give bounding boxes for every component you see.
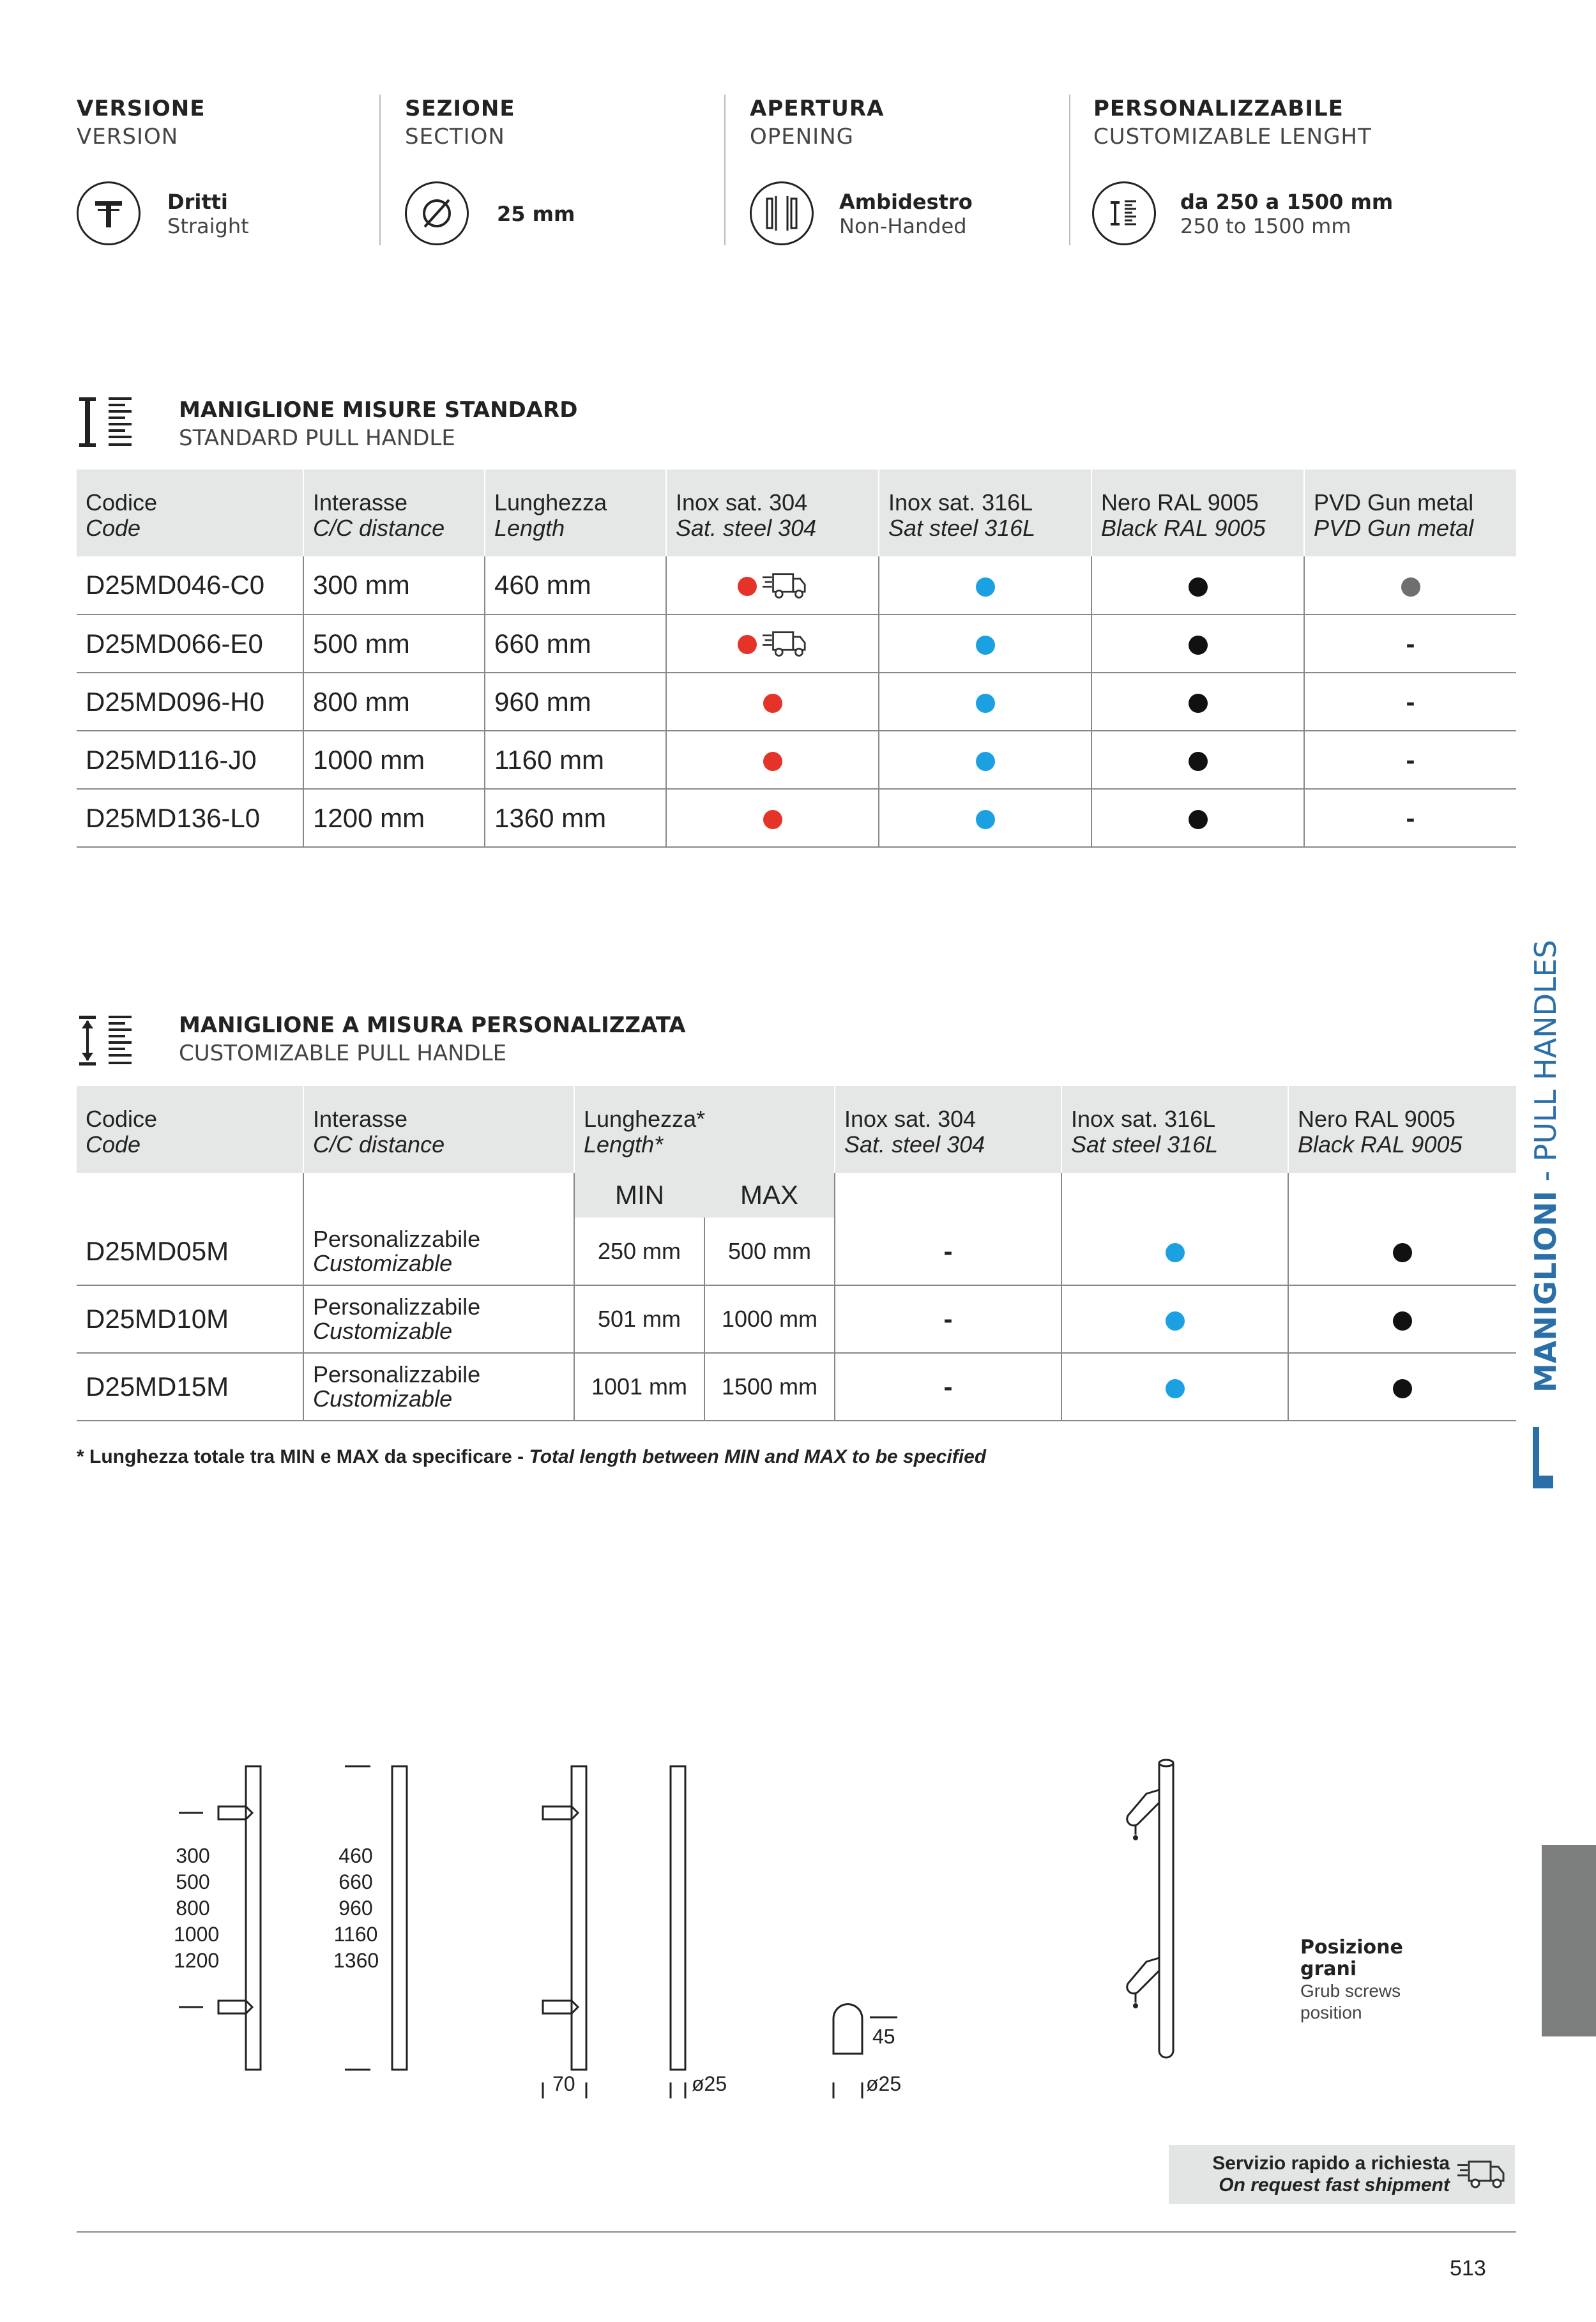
table-row [77,789,1516,847]
steel-316-available-dot [976,636,995,655]
cc-distance: 1200 mm [303,789,485,847]
chapter-tab [1542,1845,1596,2036]
opening-subtitle: OPENING [750,124,854,149]
col-steel-316: Inox sat. 316L Sat steel 316L [1061,1086,1288,1173]
opening-value: Ambidestro [839,190,973,214]
steel-316-cell [879,731,1091,789]
black-available-dot [1189,636,1208,655]
col-black: Nero RAL 9005 Black RAL 9005 [1288,1086,1516,1173]
black-cell [1091,731,1304,789]
steel-316-cell [879,615,1091,673]
custom-block [1093,96,1372,149]
custom-value-en: 250 to 1500 mm [1180,214,1351,238]
black-cell [1288,1353,1516,1421]
cc-it: Personalizzabile [313,1225,481,1252]
black-cell [1091,673,1304,731]
steel-316-available-dot [1166,1243,1185,1262]
cc-distance: 500 mm [303,615,485,673]
pvd-available-dot [1401,577,1420,597]
section-block [405,96,515,149]
steel-304-na: - [835,1218,1061,1285]
standard-subtitle: STANDARD PULL HANDLE [179,425,455,451]
min-length: 501 mm [574,1285,704,1353]
black-available-dot [1393,1379,1412,1398]
custom-value: da 250 a 1500 mm [1180,190,1394,214]
min-length: 1001 mm [574,1353,704,1421]
steel-316-available-dot [976,752,995,771]
cc-distance: 300 mm [303,556,485,615]
cc-distance: 1000 mm [303,731,485,789]
max-length: 1500 mm [704,1353,835,1421]
product-code: D25MD136-L0 [77,789,303,847]
black-available-dot [1189,752,1208,771]
black-cell [1091,615,1304,673]
technical-drawings [160,1750,1245,2108]
table-row [77,673,1516,731]
version-title: VERSIONE [77,96,206,121]
dim-diameter-25-top: ø25 [866,2072,902,2095]
fast-shipment-truck-icon [757,569,808,599]
product-code: D25MD15M [77,1353,303,1421]
cc-distance [303,1218,574,1285]
straight-icon [77,181,141,245]
col-steel-304: Inox sat. 304 Sat. steel 304 [835,1086,1061,1173]
divider [379,95,381,245]
fast-shipment-en: On request fast shipment [1219,2174,1450,2196]
min-label: MIN [574,1173,704,1218]
length-value: 1160 mm [485,731,666,789]
pvd-na: - [1304,731,1516,789]
pvd-cell [1304,556,1516,615]
table-row [77,731,1516,789]
section-subtitle: SECTION [405,124,505,149]
black-available-dot [1393,1311,1412,1331]
version-subtitle: VERSION [77,124,179,149]
steel-316-available-dot [976,810,995,829]
col-black: Nero RAL 9005 Black RAL 9005 [1091,470,1304,556]
steel-316-cell [1061,1218,1288,1285]
length-value: 960 mm [485,673,666,731]
non-handed-icon [750,181,814,245]
section-value: 25 mm [497,202,575,226]
custom-subtitle: CUSTOMIZABLE LENGHT [1093,124,1372,149]
min-length: 250 mm [574,1218,704,1285]
version-value-en: Straight [167,214,249,238]
table-row [77,1218,1516,1285]
pvd-na: - [1304,789,1516,847]
custom-section-title [179,1012,686,1066]
col-length: Lunghezza Length [485,470,666,556]
dim-70: 70 [552,2072,575,2095]
custom-table [77,1086,1516,1421]
col-cc: Interasse C/C distance [303,1086,574,1173]
diameter-icon [405,181,469,245]
fast-shipment-it: Servizio rapido a richiesta [1212,2153,1450,2174]
black-cell [1288,1218,1516,1285]
cc-en: Customizable [313,1386,453,1412]
dim-diameter-25: ø25 [692,2072,727,2095]
length-icon [1092,181,1156,245]
black-available-dot [1189,694,1208,713]
product-code: D25MD10M [77,1285,303,1353]
black-cell [1091,789,1304,847]
footer-line [77,2231,1516,2233]
page-number: 513 [1450,2256,1486,2280]
standard-section-title [179,397,577,451]
pvd-na: - [1304,673,1516,731]
steel-316-cell [1061,1285,1288,1353]
cc-distance [303,1353,574,1421]
divider [1069,95,1070,245]
steel-316-available-dot [976,577,995,597]
max-length: 500 mm [704,1218,835,1285]
opening-block [750,96,884,149]
standard-handle-icon [77,396,134,452]
opening-title: APERTURA [750,96,885,121]
table-row [77,1285,1516,1353]
product-code: D25MD046-C0 [77,556,303,615]
standard-title: MANIGLIONE MISURE STANDARD [179,397,578,423]
max-label: MAX [704,1173,835,1218]
steel-304-available-dot [738,577,757,596]
cc-en: Customizable [313,1318,453,1344]
cc-distance [303,1285,574,1353]
length-value: 660 mm [485,615,666,673]
steel-304-cell [666,615,879,673]
table-row [77,615,1516,673]
section-title: SEZIONE [405,96,515,121]
product-code: D25MD096-H0 [77,673,303,731]
steel-316-cell [879,789,1091,847]
fast-shipment-box [1169,2145,1515,2204]
custom-handle-icon [77,1014,134,1070]
steel-316-cell [879,673,1091,731]
product-code: D25MD066-E0 [77,615,303,673]
steel-316-cell [1061,1353,1288,1421]
steel-304-cell [666,789,879,847]
table-row [77,1353,1516,1421]
cc-en: Customizable [313,1249,453,1276]
product-code: D25MD116-J0 [77,731,303,789]
cc-it: Personalizzabile [313,1361,481,1387]
black-available-dot [1189,810,1208,829]
table-header [77,470,1516,556]
col-cc: Interasse C/C distance [303,470,485,556]
grub-screws-label: Posizione grani Grub screws position [1300,1936,1403,2022]
cc-dimensions: 300 500 800 1000 1200 [174,1844,220,1972]
steel-304-na: - [835,1353,1061,1421]
col-code: Codice Code [77,1086,303,1173]
brand-mark-icon [1530,1427,1556,1492]
cc-distance: 800 mm [303,673,485,731]
steel-316-cell [879,556,1091,615]
steel-304-cell [666,731,879,789]
col-length: Lunghezza* Length* [574,1086,835,1173]
table-row [77,556,1516,615]
col-steel-316: Inox sat. 316L Sat steel 316L [879,470,1091,556]
table-header [77,1086,1516,1173]
dim-45: 45 [872,2025,895,2048]
min-max-row [77,1173,1516,1218]
length-value: 460 mm [485,556,666,615]
steel-316-available-dot [1166,1311,1185,1331]
version-block [77,96,205,149]
steel-304-available-dot [763,694,782,713]
steel-304-cell [666,556,879,615]
cc-it: Personalizzabile [313,1294,481,1320]
steel-304-available-dot [763,810,782,829]
steel-304-available-dot [738,635,757,654]
side-tab-light: PULL HANDLES [1528,940,1563,1162]
divider [724,95,726,245]
custom-table-subtitle: CUSTOMIZABLE PULL HANDLE [179,1041,507,1066]
opening-value-en: Non-Handed [839,214,967,238]
black-cell [1288,1285,1516,1353]
col-pvd: PVD Gun metal PVD Gun metal [1304,470,1516,556]
length-value: 1360 mm [485,789,666,847]
steel-304-na: - [835,1285,1061,1353]
steel-316-available-dot [1166,1379,1185,1398]
col-code: Codice Code [77,470,303,556]
steel-304-available-dot [763,752,782,771]
col-steel-304: Inox sat. 304 Sat. steel 304 [666,470,879,556]
black-available-dot [1189,577,1208,597]
steel-304-cell [666,673,879,731]
fast-shipment-truck-icon [757,628,808,658]
length-note: * Lunghezza totale tra MIN e MAX da specificare - Total length between MIN and MAX to be specified [77,1446,987,1467]
black-cell [1091,556,1304,615]
side-tab-bold: MANIGLIONI [1528,1191,1563,1393]
black-available-dot [1393,1243,1412,1262]
version-value: Dritti [167,190,228,214]
custom-table-title: MANIGLIONE A MISURA PERSONALIZZATA [179,1012,686,1038]
steel-316-available-dot [976,694,995,713]
length-dimensions: 460 660 960 1160 1360 [333,1844,379,1972]
truck-icon [1456,2159,1506,2194]
product-code: D25MD05M [77,1218,303,1285]
pvd-na: - [1304,615,1516,673]
standard-table [77,470,1516,848]
max-length: 1000 mm [704,1285,835,1353]
custom-title: PERSONALIZZABILE [1093,96,1344,121]
